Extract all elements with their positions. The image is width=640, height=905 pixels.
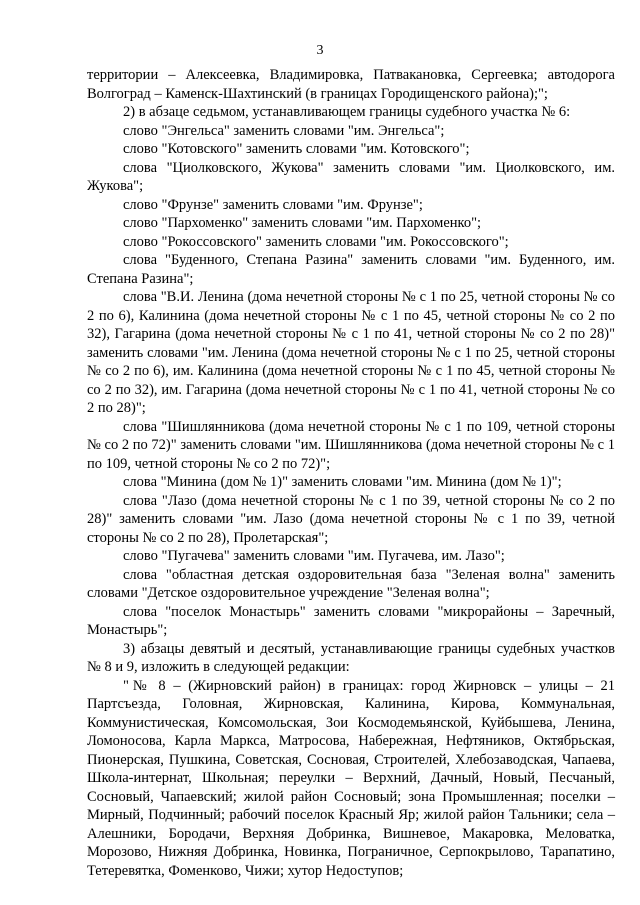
- paragraph: слово "Рокоссовского" заменить словами "им. Рокоссовского";: [123, 233, 509, 250]
- paragraph: слова "поселок Монастырь" заменить словами "микрорайоны – Заречный, Монастырь";: [87, 603, 615, 638]
- paragraph: "№ 8 – (Жирновский район) в границах: город Жирновск – улицы – 21 Партсъезда, Головная, Жирновская, Калинина, Кирова, Коммунальная, Коммунистическая, Комсомольская, Зои Космодемьянской, Куйбышева, Ленина, Ломоносова, Карла Маркса, Матросова, Набережная, Нефтяников, Октябрьская, Пионерская, Пушкина, Советская, Сосновая, Строителей, Хлебозаводская, Чапаева, Школа-интернат, Школьная; переулки – Верхний, Дачный, Новый, Песчаный, Сосновый, Чапаевский; жилой район Сосновый; зона Промышленная; поселки – Мирный, Подчинный; рабочий поселок Красный Яр; жилой район Тальники; села – Алешники, Бородачи, Верхняя Добринка, Вишневое, Макаровка, Меловатка, Морозово, Нижняя Добринка, Новинка, Пограничное, Серпокрылово, Тарапатино, Тетеревятка, Фоменково, Чижи; хутор Недоступов;: [87, 677, 615, 879]
- paragraph: слова "Буденного, Степана Разина" заменить словами "им. Буденного, им. Степана Разина";: [87, 252, 615, 287]
- paragraph: слово "Фрунзе" заменить словами "им. Фрунзе";: [123, 196, 423, 213]
- paragraph: слова "областная детская оздоровительная база "Зеленая волна" заменить словами "Детское оздоровительное учреждение "Зеленая волна";: [87, 566, 615, 601]
- document-body: [87, 66, 615, 880]
- page-number: 3: [316, 43, 324, 58]
- paragraph: слова "Циолковского, Жукова" заменить словами "им. Циолковского, им. Жукова";: [87, 159, 615, 194]
- paragraph: слова "Минина (дом № 1)" заменить словами "им. Минина (дом № 1)";: [123, 474, 562, 490]
- paragraph: слово "Пархоменко" заменить словами "им. Пархоменко";: [123, 215, 482, 231]
- paragraph: территории – Алексеевка, Владимировка, Патвакановка, Сергеевка; автодорога Волгоград – Каменск-Шахтинский (в границах Городищенского района);";: [87, 67, 615, 102]
- paragraph: слово "Пугачева" заменить словами "им. Пугачева, им. Лазо";: [123, 548, 505, 564]
- paragraph: 3) абзацы девятый и десятый, устанавливающие границы судебных участков № 8 и 9, изложить в следующей редакции:: [87, 640, 615, 675]
- paragraph: слова "Лазо (дома нечетной стороны № с 1 по 39, четной стороны № со 2 по 28)" заменить словами "им. Лазо (дома нечетной стороны № с 1 по 39, четной стороны № со 2 по 28), Пролетарская";: [87, 492, 615, 546]
- paragraph: слово "Энгельса" заменить словами "им. Энгельса";: [123, 122, 445, 139]
- paragraph: слова "Шишлянникова (дома нечетной стороны № с 1 по 109, четной стороны № со 2 по 72)" заменить словами "им. Шишлянникова (дома нечетной стороны № с 1 по 109, четной стороны № со 2 по 72)";: [87, 418, 615, 472]
- paragraph: 2) в абзаце седьмом, устанавливающем границы судебного участка № 6:: [123, 104, 571, 120]
- paragraph: слово "Котовского" заменить словами "им. Котовского";: [123, 141, 470, 157]
- paragraph: слова "В.И. Ленина (дома нечетной стороны № с 1 по 25, четной стороны № со 2 по 6), Калинина (дома нечетной стороны № с 1 по 45, четной стороны № со 2 по 32), Гагарина (дома нечетной стороны № с 1 по 41, четной стороны № со 2 по 28)" заменить словами "им. Ленина (дома нечетной стороны № с 1 по 25, четной стороны № со 2 по 6), им. Калинина (дома нечетной стороны № с 1 по 45, четной стороны № со 2 по 32), им. Гагарина (дома нечетной стороны № с 1 по 41, четной стороны № со 2 по 28)";: [87, 289, 615, 416]
